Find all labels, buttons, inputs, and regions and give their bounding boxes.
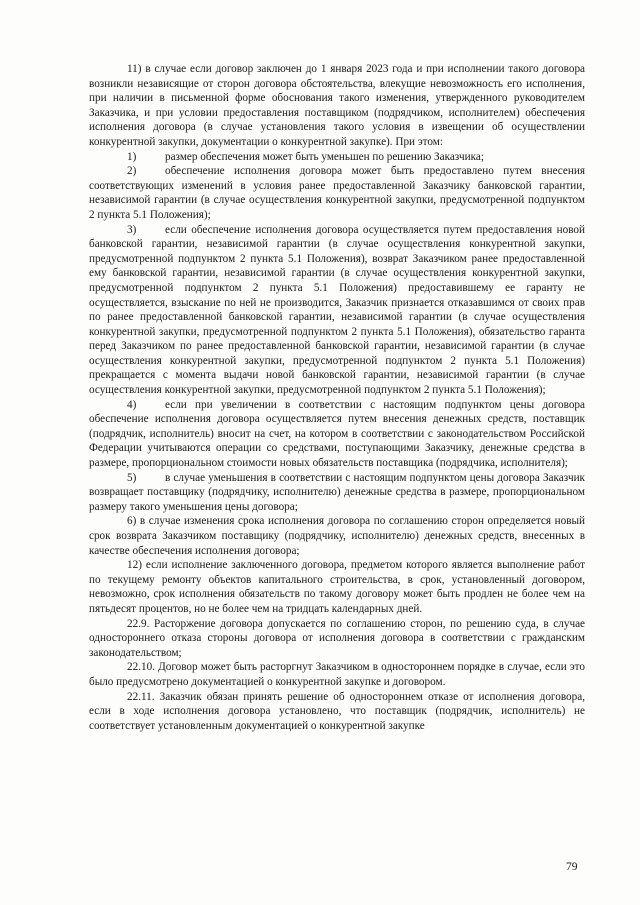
document-body: [89, 62, 585, 733]
list-item: [89, 150, 585, 165]
list-item-number: 5): [127, 471, 137, 484]
list-item-text: в случае уменьшения в соответствии с настоящим подпунктом цены договора Заказчик возвращает поставщику (подрядчику, исполнителю) денежные средства в размере, пропорциональном размеру такого уменьшения цены договора;: [89, 471, 585, 513]
list-item-number: 4): [127, 398, 137, 411]
paragraph-12: 12) если исполнение заключенного договора, предметом которого является выполнение работ по текущему ремонту объектов капитального строительства, в срок, установленный договором, невозможно, срок исполнения обязательств по такому договору может быть продлен не более чем на пятьдесят процентов, но не более чем на тридцать календарных дней.: [89, 559, 585, 615]
list-item: [89, 164, 585, 222]
paragraph-6: 6) в случае изменения срока исполнения договора по соглашению сторон определяется новый срок возврата Заказчиком поставщику (подрядчику, исполнителю) денежных средств, внесенных в качестве обеспечения исполнения договора;: [89, 515, 585, 557]
list-item-text: если обеспечение исполнения договора осуществляется путем предоставления новой банковской гарантии, независимой гарантии (в случае осуществления конкурентной закупки, предусмотренной подпунктом 2 пункта 5.1 Положения), возврат Заказчиком ранее предоставленной ему банковской гарантии, независимой гарантии (в случае осуществления конкурентной закупки, предусмотренной подпунктом 2 пункта 5.1 Положения) предоставившему ее гаранту не осуществляется, взыскание по ней не производится, Заказчик признается отказавшимся от своих прав по ранее предоставленной банковской гарантии, независимой гарантии (в случае осуществления конкурентной закупки, предусмотренной подпунктом 2 пункта 5.1 Положения), обязательство гаранта перед Заказчиком по ранее предоставленной банковской гарантии, независимой гарантии (в случае осуществления конкурентной закупки, предусмотренной подпунктом 2 пункта 5.1 Положения) прекращается с момента выдачи новой банковской гарантии, независимой гарантии (в случае осуществления конкурентной закупки, предусмотренной подпунктом 2 пункта 5.1 Положения);: [89, 223, 585, 397]
paragraph-11: 11) в случае если договор заключен до 1 января 2023 года и при исполнении такого договора возникли независящие от сторон договора обстоятельства, влекущие невозможность его исполнения, при наличии в письменной форме обоснования такого изменения, утвержденного руководителем Заказчика, и при условии предоставления поставщиком (подрядчиком, исполнителем) обеспечения исполнения договора (в случае установления такого условия в извещении об осуществлении конкурентной закупки, документации о конкурентной закупке). При этом:: [89, 63, 585, 148]
paragraph-22-10: 22.10. Договор может быть расторгнут Заказчиком в одностороннем порядке в случае, если это было предусмотрено документацией о конкурентной закупке и договором.: [89, 661, 585, 688]
list-item: [89, 471, 585, 515]
page-number: 79: [566, 861, 578, 873]
list-item-text: если при увеличении в соответствии с настоящим подпунктом цены договора обеспечение исполнения договора осуществляется путем внесения денежных средств, поставщик (подрядчик, исполнитель) вносит на счет, на котором в соответствии с законодательством Российской Федерации учитываются операции со средствами, поступающими Заказчику, денежные средства в размере, пропорциональном стоимости новых обязательств поставщика (подрядчика, исполнителя);: [89, 398, 585, 470]
list-item-text: размер обеспечения может быть уменьшен по решению Заказчика;: [165, 150, 484, 163]
paragraph-22-9: 22.9. Расторжение договора допускается по соглашению сторон, по решению суда, в случае одностороннего отказа стороны договора от исполнения договора в соответствии с гражданским законодательством;: [89, 617, 585, 659]
list-item-number: 3): [127, 223, 137, 236]
list-item-number: 1): [127, 150, 137, 163]
list-item: [89, 398, 585, 471]
list-item: [89, 223, 585, 398]
list-item-number: 2): [127, 165, 137, 178]
list-item-text: обеспечение исполнения договора может быть предоставлено путем внесения соответствующих изменений в условия ранее предоставленной Заказчику банковской гарантии, независимой гарантии (в случае осуществления конкурентной закупки, предусмотренной подпунктом 2 пункта 5.1 Положения);: [89, 165, 585, 221]
paragraph-22-11: 22.11. Заказчик обязан принять решение об одностороннем отказе от исполнения договора, если в ходе исполнения договора установлено, что поставщик (подрядчик, исполнитель) не соответствует установленным документацией о конкурентной закупке: [89, 690, 585, 732]
